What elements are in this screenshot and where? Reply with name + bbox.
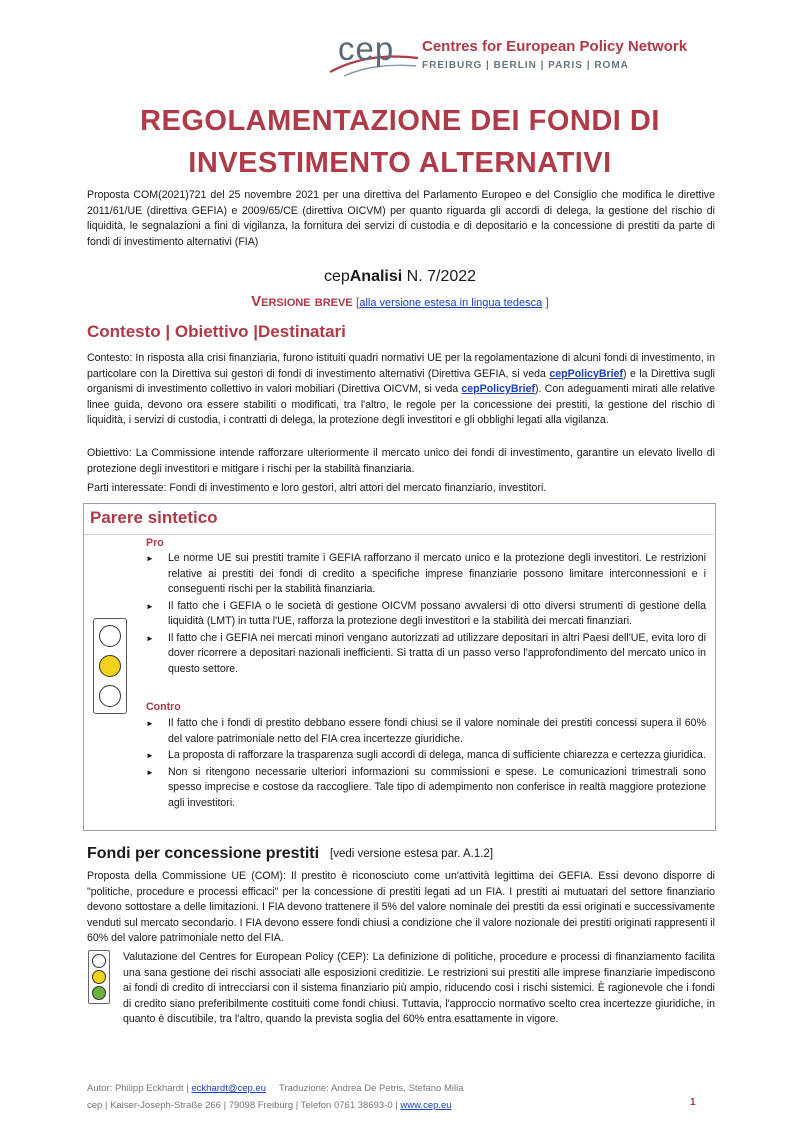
small-traffic-light-top-lamp xyxy=(92,954,106,968)
org-name: Centres for European Policy Network xyxy=(422,38,688,55)
version-bracket-open: [ xyxy=(352,295,360,309)
cep-logo xyxy=(326,28,706,83)
contesto-heading: Contesto | Obiettivo |Destinatari xyxy=(87,322,346,341)
analisi-bold: Analisi xyxy=(349,268,403,285)
small-traffic-light-middle-lamp xyxy=(92,970,106,984)
contesto-text-a: Contesto: In risposta alla crisi finanziaria, furono istituiti quadri normativi UE per la regolamentazione di alcuni fondi di investimento, in particolare con la Direttiva sui gestori di fondi di investimento alternativi (Direttiva GEFIA, si veda xyxy=(87,352,715,380)
org-cities: FREIBURG | BERLIN | PARIS | ROMA xyxy=(422,60,629,71)
version-label: Versione breve xyxy=(251,293,353,310)
traffic-light-top-lamp xyxy=(99,625,121,647)
traffic-light-middle-lamp xyxy=(99,655,121,677)
traffic-light-bottom-lamp xyxy=(99,685,121,707)
contro-item: ► Non si ritengono necessarie ulteriori informazioni su commissioni e spese. Le comunicazioni trimestrali sono spesso imprecise e costose da raccogliere. Tale tipo di adempimento non conferisce in realtà maggiore protezione agli investitori. xyxy=(144,765,706,812)
pro-item: ► Le norme UE sui prestiti tramite i GEFIA rafforzano il mercato unico e la protezione degli investitori. Le restrizioni relative ai prestiti dei fondi di credito a specifiche imprese finanziarie possono limitare interconnessioni e i conseguenti rischi per la stabilità finanziaria. xyxy=(144,551,706,598)
parere-heading: Parere sintetico xyxy=(90,508,218,527)
analisi-number xyxy=(0,268,800,286)
contro-list xyxy=(144,716,706,812)
footer-author: Autor: Philipp Eckhardt | xyxy=(87,1083,192,1094)
parere-divider xyxy=(84,534,714,535)
contesto-text-b: ) e la Direttiva sugli organismi di investimento collettivo in valori mobiliari (Direttiva OICVM, si veda xyxy=(87,367,715,395)
pro-label: Pro xyxy=(146,537,164,549)
proposal-text: Proposta COM(2021)721 del 25 novembre 2021 per una direttiva del Parlamento Europeo e del Consiglio che modifica le direttive 2011/61/UE (direttiva GEFIA) e 2009/65/CE (direttiva OICVM) per quanto riguarda gli accordi di delega, la gestione del rischio di liquidità, le segnalazioni a fini di vigilanza, la fornitura dei servizi di custodia e di depositario e la concessione di prestiti da parte di fondi di investimento alternativi (FIA) xyxy=(87,189,715,248)
contro-label: Contro xyxy=(146,701,181,713)
footer-line-1 xyxy=(87,1080,707,1097)
analisi-prefix: cep xyxy=(323,268,350,285)
contesto-text-c: ). Con adeguamenti mirati alle relative linee guida, devono ora essere stabiliti o modificati, tra l'altro, le regole per la concessione dei prestiti, la gestione del rischio di liquidità, i servizi di custodia, i contratti di delega, la protezione degli investitori e gli obblighi legati alla vigilanza. xyxy=(87,383,715,426)
fondi-cep-paragraph: Valutazione del Centres for European Policy (CEP): La definizione di politiche, procedure e processi di finanziamento facilita una sana gestione dei rischi associati alle esposizioni creditizie. Le restrizioni sui prestiti alle imprese finanziarie impediscono ai fondi di credito di intrecciarsi con il sistema finanziario più ampio, riducendo così i rischi sistemici. È ragionevole che i fondi di credito siano preferibilmente costituiti come fondi chiusi. Tuttavia, l'approccio normativo scelto crea incertezze giuridiche, in quanto è discutibile, tra l'altro, quando la prevista soglia del 60% entra esattamente in vigore. xyxy=(123,951,715,1025)
fondi-heading: Fondi per concessione prestiti xyxy=(87,845,320,862)
footer xyxy=(87,1080,707,1114)
traffic-light-icon xyxy=(93,618,127,714)
parere-sintetico-box xyxy=(83,503,716,831)
small-traffic-light-bottom-lamp xyxy=(92,986,106,1000)
parti-interessate-paragraph: Parti interessate: Fondi di investimento e loro gestori, altri attori del mercato finanziario, investitori. xyxy=(87,482,547,494)
footer-translation: Traduzione: Andrea De Petris, Stefano Milia xyxy=(266,1083,464,1094)
author-email-link[interactable]: eckhardt@cep.eu xyxy=(191,1083,266,1094)
pro-item: ► Il fatto che i GEFIA o le società di gestione OICVM possano avvalersi di otto diversi strumenti di gestione della liquidità (LMT) in tutta l'UE, rafforza la protezione degli investitori e la stabilità dei mercati finanziari. xyxy=(144,599,706,630)
pro-item: ► Il fatto che i GEFIA nei mercati minori vengano autorizzati ad utilizzare depositari in altri Paesi dell'UE, evita loro di dover ricorrere a depositari nazionali inefficienti. Si tratta di un passo verso l'approfondimento del mercato unico in questo settore. xyxy=(144,631,706,678)
obiettivo-paragraph: Obiettivo: La Commissione intende rafforzare ulteriormente il mercato unico dei fondi di investimento, garantire un elevato livello di protezione degli investitori e mitigare i rischi per la stabilità finanziaria. xyxy=(87,447,715,475)
page-number: 1 xyxy=(690,1097,696,1108)
oicvm-policybrief-link[interactable]: cepPolicyBrief xyxy=(461,383,535,395)
title-line-2: INVESTIMENTO ALTERNATIVI xyxy=(188,147,612,179)
contro-item: ► Il fatto che i fondi di prestito debbano essere fondi chiusi se il valore nominale dei prestiti concessi supera il 60% del valore patrimoniale netto del FIA crea incertezze giuridiche. xyxy=(144,716,706,747)
fondi-reference: [vedi versione estesa par. A.1.2] xyxy=(330,848,494,860)
version-line xyxy=(0,293,800,310)
small-traffic-light-icon xyxy=(88,950,110,1004)
analisi-num: N. 7/2022 xyxy=(402,268,477,285)
contro-item: ► La proposta di rafforzare la trasparenza sugli accordi di delega, manca di sufficiente chiarezza e certezza giuridica. xyxy=(144,748,706,764)
fondi-com-paragraph: Proposta della Commissione UE (COM): Il prestito è riconosciuto come un'attività legittima dei GEFIA. Essi devono disporre di "politiche, procedure e processi efficaci" per la concessione di prestiti legati ad un FIA. I prestiti ai mutuatari del settore finanziario devono sottostare a delle limitazioni. I FIA devono trattenere il 5% del valore nominale dei prestiti da essi originati e successivamente venduti sul mercato secondario. I FIA devono essere fondi chiusi a condizione che il valore nozionale dei prestiti originati rappresenti il 60% del valore patrimoniale netto del FIA. xyxy=(87,870,715,944)
footer-line-2 xyxy=(87,1097,707,1114)
long-version-link[interactable]: alla versione estesa in lingua tedesca xyxy=(359,297,543,309)
website-link[interactable]: www.cep.eu xyxy=(400,1100,452,1111)
footer-address: cep | Kaiser-Joseph-Straße 266 | 79098 Freiburg | Telefon 0761 38693-0 | xyxy=(87,1100,401,1111)
version-bracket-close: ] xyxy=(542,295,549,309)
page-title xyxy=(60,100,740,184)
gefia-policybrief-link[interactable]: cepPolicyBrief xyxy=(549,367,623,380)
pro-list xyxy=(144,551,706,678)
logo-cep-text: cep xyxy=(338,30,395,67)
title-line-1: REGOLAMENTAZIONE DEI FONDI DI xyxy=(140,105,660,137)
contesto-paragraph xyxy=(87,351,715,429)
